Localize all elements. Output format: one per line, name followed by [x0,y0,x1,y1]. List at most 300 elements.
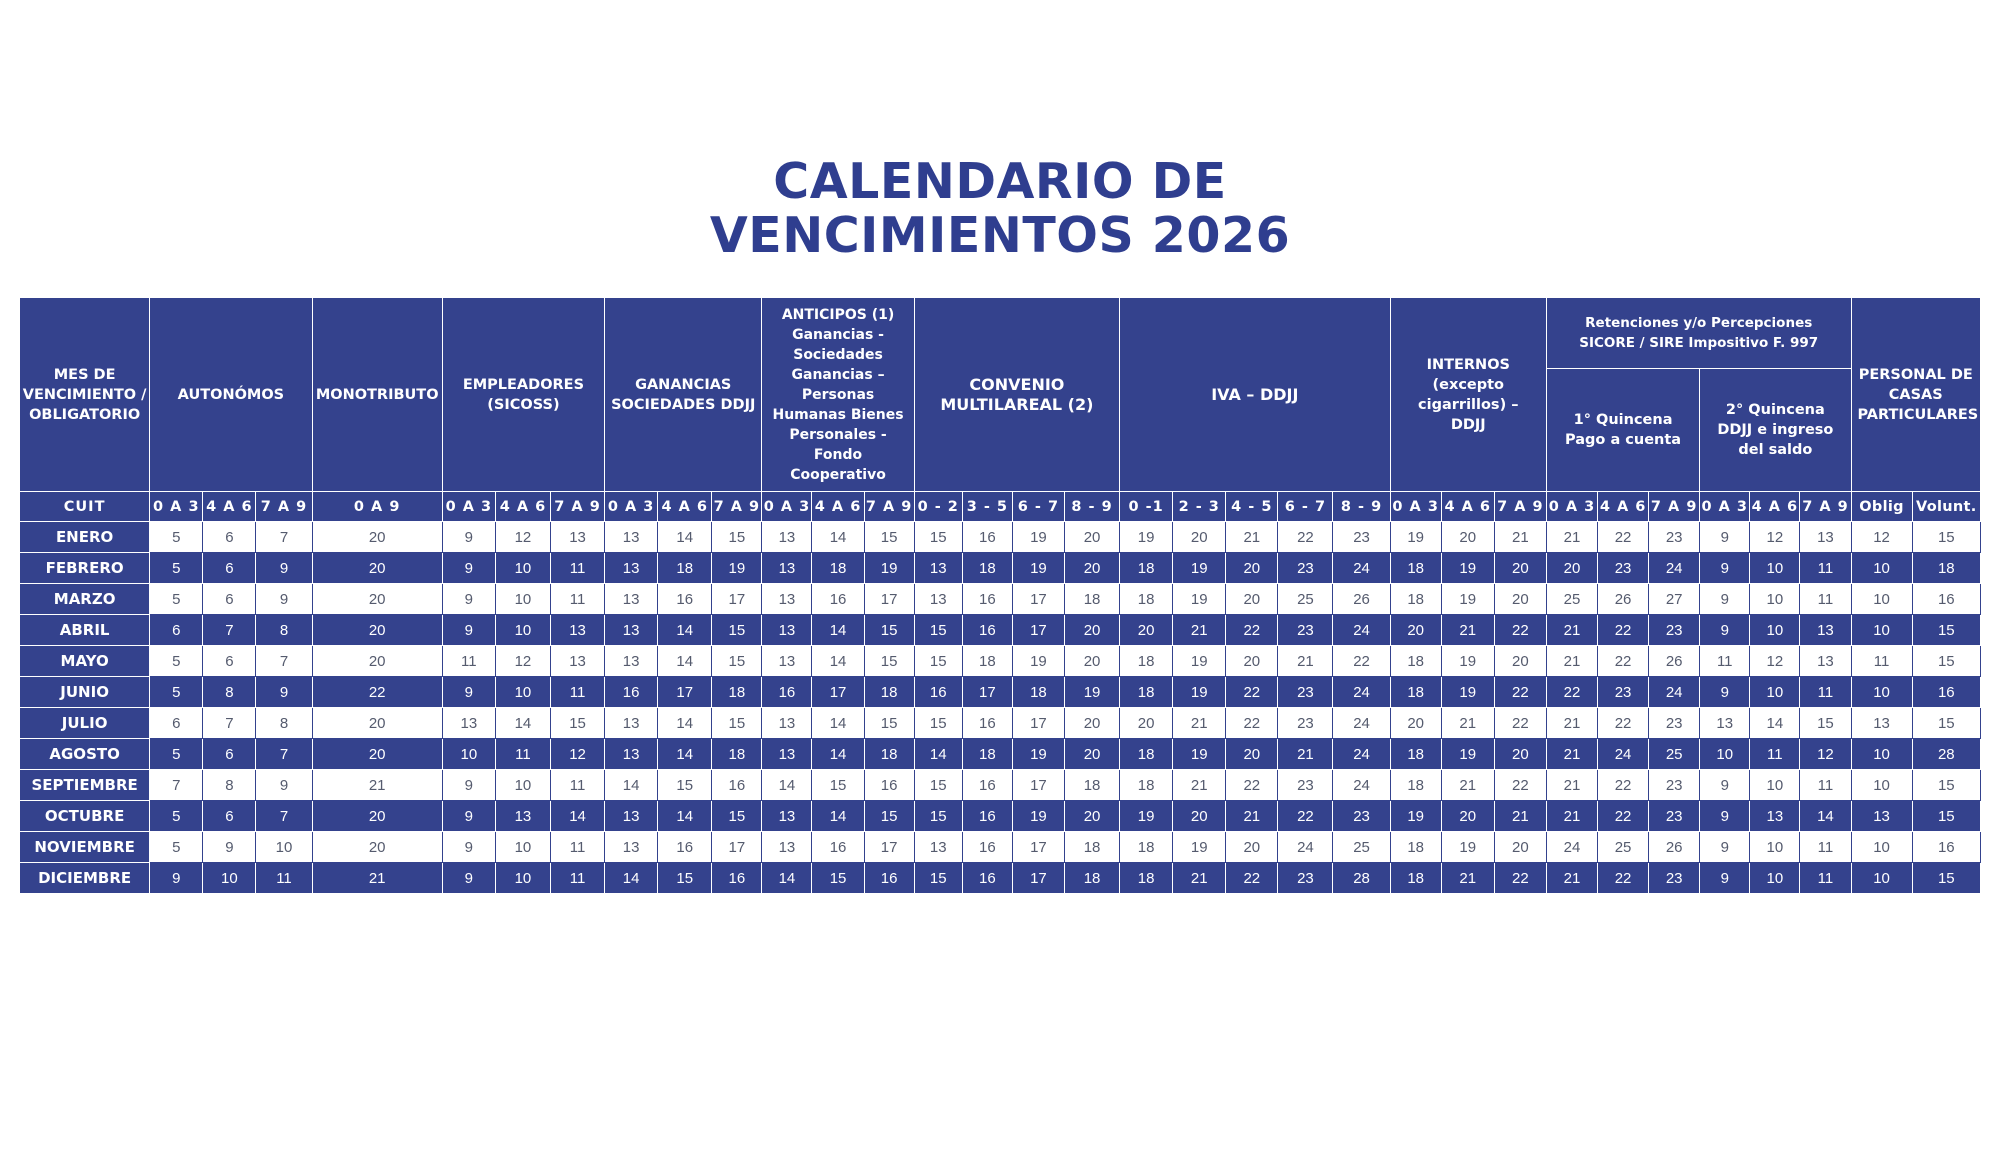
date-cell: 21 [1226,522,1278,553]
table-row [20,677,1981,708]
date-cell: 9 [1700,770,1750,801]
date-cell: 11 [550,553,604,584]
date-cell: 22 [1494,770,1546,801]
date-cell: 13 [1800,646,1851,677]
date-cell: 16 [962,863,1012,894]
header-autonomos: AUTONÓMOS [150,298,312,492]
date-cell: 19 [1173,646,1226,677]
cuit-range-cell: Oblig [1851,492,1912,522]
cuit-range-cell: 6 - 7 [1012,492,1064,522]
date-cell: 18 [712,739,762,770]
date-cell: 22 [1598,615,1649,646]
date-cell: 13 [605,739,658,770]
date-cell: 26 [1649,646,1700,677]
calendar-body [20,522,1981,894]
date-cell: 27 [1649,584,1700,615]
date-cell: 11 [1800,553,1851,584]
date-cell: 15 [864,801,914,832]
date-cell: 13 [605,553,658,584]
date-cell: 5 [150,801,203,832]
date-cell: 14 [605,863,658,894]
date-cell: 18 [812,553,864,584]
date-cell: 14 [658,522,712,553]
date-cell: 11 [550,770,604,801]
date-cell: 10 [495,832,550,863]
date-cell: 5 [150,832,203,863]
date-cell: 24 [1278,832,1333,863]
date-cell: 20 [312,584,442,615]
date-cell: 14 [812,522,864,553]
date-cell: 18 [1064,584,1119,615]
date-cell: 9 [1700,863,1750,894]
cuit-range-cell: 0 - 2 [914,492,962,522]
date-cell: 16 [962,832,1012,863]
date-cell: 11 [1700,646,1750,677]
date-cell: 14 [658,615,712,646]
date-cell: 14 [812,615,864,646]
date-cell: 13 [762,708,812,739]
date-cell: 18 [1064,832,1119,863]
date-cell: 23 [1278,708,1333,739]
header-retenciones: Retenciones y/o Percepciones SICORE / SIRE Impositivo F. 997 [1546,298,1851,369]
date-cell: 7 [256,522,312,553]
date-cell: 21 [1546,522,1597,553]
date-cell: 10 [442,739,495,770]
date-cell: 22 [1333,646,1390,677]
date-cell: 19 [1012,646,1064,677]
table-row [20,708,1981,739]
cuit-range-cell: 0 A 3 [762,492,812,522]
date-cell: 19 [1441,646,1494,677]
date-cell: 7 [150,770,203,801]
date-cell: 13 [1700,708,1750,739]
month-label: NOVIEMBRE [20,832,150,863]
date-cell: 12 [550,739,604,770]
month-label: AGOSTO [20,739,150,770]
date-cell: 23 [1278,615,1333,646]
date-cell: 21 [1546,739,1597,770]
date-cell: 20 [1441,522,1494,553]
date-cell: 23 [1598,553,1649,584]
date-cell: 18 [962,646,1012,677]
header-monotributo: MONOTRIBUTO [312,298,442,492]
date-cell: 22 [1546,677,1597,708]
table-row [20,863,1981,894]
cuit-range-cell: 4 A 6 [495,492,550,522]
date-cell: 24 [1333,708,1390,739]
date-cell: 21 [1546,646,1597,677]
date-cell: 13 [605,522,658,553]
date-cell: 15 [658,863,712,894]
date-cell: 13 [605,584,658,615]
date-cell: 20 [1390,708,1441,739]
date-cell: 18 [1120,770,1173,801]
date-cell: 11 [550,863,604,894]
date-cell: 20 [1173,801,1226,832]
date-cell: 21 [1173,615,1226,646]
cuit-range-cell: 6 - 7 [1278,492,1333,522]
date-cell: 21 [1546,801,1597,832]
date-cell: 9 [442,832,495,863]
date-cell: 13 [605,615,658,646]
date-cell: 13 [442,708,495,739]
date-cell: 20 [1064,615,1119,646]
date-cell: 9 [1700,553,1750,584]
date-cell: 11 [550,677,604,708]
date-cell: 8 [203,770,256,801]
date-cell: 17 [1012,615,1064,646]
date-cell: 14 [658,708,712,739]
date-cell: 13 [762,553,812,584]
date-cell: 13 [762,646,812,677]
date-cell: 20 [1120,615,1173,646]
date-cell: 19 [1012,739,1064,770]
date-cell: 18 [962,553,1012,584]
date-cell: 11 [1750,739,1800,770]
date-cell: 13 [495,801,550,832]
date-cell: 15 [812,863,864,894]
date-cell: 15 [914,801,962,832]
date-cell: 10 [1851,615,1912,646]
date-cell: 18 [1390,863,1441,894]
date-cell: 16 [812,832,864,863]
table-row [20,770,1981,801]
date-cell: 18 [1120,863,1173,894]
date-cell: 20 [1441,801,1494,832]
date-cell: 19 [1441,739,1494,770]
date-cell: 19 [1441,832,1494,863]
date-cell: 5 [150,584,203,615]
header-quincena-1: 1° Quincena Pago a cuenta [1546,369,1699,492]
date-cell: 25 [1278,584,1333,615]
header-anticipos: ANTICIPOS (1) Ganancias - Sociedades Ganancias – Personas Humanas Bienes Personales - Fondo Cooperativo [762,298,914,492]
date-cell: 16 [712,863,762,894]
date-cell: 20 [1064,801,1119,832]
date-cell: 20 [1064,708,1119,739]
date-cell: 18 [1120,739,1173,770]
date-cell: 10 [495,584,550,615]
date-cell: 10 [1851,770,1912,801]
date-cell: 22 [1226,677,1278,708]
date-cell: 13 [605,646,658,677]
cuit-range-cell: 0 A 3 [605,492,658,522]
date-cell: 14 [495,708,550,739]
date-cell: 13 [605,801,658,832]
date-cell: 18 [1120,584,1173,615]
date-cell: 13 [605,708,658,739]
date-cell: 20 [312,801,442,832]
date-cell: 20 [1064,522,1119,553]
date-cell: 11 [256,863,312,894]
cuit-range-cell: 3 - 5 [962,492,1012,522]
date-cell: 15 [1912,863,1980,894]
date-cell: 8 [256,615,312,646]
date-cell: 12 [1800,739,1851,770]
date-cell: 19 [1173,553,1226,584]
date-cell: 20 [1226,646,1278,677]
date-cell: 19 [1120,522,1173,553]
date-cell: 10 [1851,584,1912,615]
date-cell: 23 [1649,708,1700,739]
cuit-range-cell: 8 - 9 [1333,492,1390,522]
date-cell: 26 [1598,584,1649,615]
date-cell: 10 [1750,615,1800,646]
date-cell: 9 [442,584,495,615]
date-cell: 20 [1494,739,1546,770]
date-cell: 15 [864,615,914,646]
date-cell: 20 [1390,615,1441,646]
date-cell: 21 [1226,801,1278,832]
date-cell: 15 [712,615,762,646]
date-cell: 13 [762,615,812,646]
month-label: JULIO [20,708,150,739]
date-cell: 22 [1598,522,1649,553]
date-cell: 17 [812,677,864,708]
date-cell: 16 [962,708,1012,739]
date-cell: 11 [442,646,495,677]
date-cell: 23 [1649,770,1700,801]
date-cell: 19 [1120,801,1173,832]
date-cell: 22 [1598,708,1649,739]
date-cell: 15 [1912,522,1980,553]
date-cell: 28 [1333,863,1390,894]
date-cell: 10 [1700,739,1750,770]
date-cell: 15 [914,615,962,646]
date-cell: 5 [150,677,203,708]
month-label: MAYO [20,646,150,677]
date-cell: 19 [1441,677,1494,708]
date-cell: 21 [1173,863,1226,894]
date-cell: 20 [312,615,442,646]
date-cell: 21 [1546,708,1597,739]
date-cell: 6 [203,801,256,832]
date-cell: 15 [1912,801,1980,832]
date-cell: 17 [864,584,914,615]
table-row [20,522,1981,553]
header-convenio: CONVENIO MULTILAREAL (2) [914,298,1119,492]
date-cell: 14 [658,801,712,832]
date-cell: 20 [1494,646,1546,677]
date-cell: 13 [550,522,604,553]
date-cell: 14 [550,801,604,832]
date-cell: 22 [312,677,442,708]
date-cell: 15 [712,801,762,832]
date-cell: 18 [1064,770,1119,801]
date-cell: 13 [1750,801,1800,832]
date-cell: 16 [1912,832,1980,863]
date-cell: 22 [1598,770,1649,801]
date-cell: 19 [1173,584,1226,615]
date-cell: 22 [1598,646,1649,677]
date-cell: 15 [914,770,962,801]
cuit-label: CUIT [20,492,150,522]
date-cell: 21 [312,863,442,894]
date-cell: 20 [1494,553,1546,584]
date-cell: 20 [312,646,442,677]
date-cell: 16 [962,584,1012,615]
date-cell: 7 [256,646,312,677]
date-cell: 21 [1494,522,1546,553]
date-cell: 6 [203,522,256,553]
date-cell: 20 [1494,832,1546,863]
date-cell: 20 [312,553,442,584]
date-cell: 10 [495,677,550,708]
date-cell: 18 [1912,553,1980,584]
date-cell: 18 [864,739,914,770]
date-cell: 17 [1012,770,1064,801]
date-cell: 21 [1494,801,1546,832]
date-cell: 20 [312,522,442,553]
date-cell: 21 [312,770,442,801]
date-cell: 10 [495,863,550,894]
date-cell: 9 [442,615,495,646]
date-cell: 19 [1012,522,1064,553]
date-cell: 10 [1750,832,1800,863]
cuit-range-cell: 4 A 6 [1750,492,1800,522]
date-cell: 24 [1333,553,1390,584]
header-empleadores: EMPLEADORES (SICOSS) [442,298,604,492]
date-cell: 19 [1012,553,1064,584]
date-cell: 10 [495,770,550,801]
date-cell: 10 [1851,832,1912,863]
date-cell: 13 [762,739,812,770]
cuit-row [20,492,1981,522]
date-cell: 16 [914,677,962,708]
date-cell: 10 [1750,770,1800,801]
date-cell: 20 [1226,584,1278,615]
date-cell: 13 [914,584,962,615]
date-cell: 9 [150,863,203,894]
date-cell: 15 [712,708,762,739]
month-label: MARZO [20,584,150,615]
table-row [20,553,1981,584]
date-cell: 5 [150,739,203,770]
date-cell: 16 [812,584,864,615]
date-cell: 15 [914,522,962,553]
date-cell: 7 [203,708,256,739]
date-cell: 14 [914,739,962,770]
cuit-range-cell: 0 A 3 [442,492,495,522]
date-cell: 18 [1390,584,1441,615]
date-cell: 18 [1012,677,1064,708]
date-cell: 17 [1012,832,1064,863]
date-cell: 24 [1333,677,1390,708]
cuit-range-cell: 7 A 9 [1494,492,1546,522]
date-cell: 18 [1390,832,1441,863]
date-cell: 11 [550,584,604,615]
date-cell: 16 [712,770,762,801]
date-cell: 16 [962,801,1012,832]
date-cell: 23 [1649,863,1700,894]
date-cell: 10 [495,553,550,584]
date-cell: 9 [1700,677,1750,708]
title-line-1: CALENDARIO DE [773,153,1227,210]
date-cell: 11 [1800,863,1851,894]
date-cell: 16 [658,584,712,615]
date-cell: 25 [1598,832,1649,863]
header-ganancias: GANANCIAS SOCIEDADES DDJJ [605,298,762,492]
cuit-range-cell: 0 A 3 [1390,492,1441,522]
date-cell: 9 [1700,832,1750,863]
date-cell: 14 [658,739,712,770]
date-cell: 21 [1441,770,1494,801]
page-title [0,155,2000,263]
date-cell: 23 [1598,677,1649,708]
cuit-range-cell: 0 A 9 [312,492,442,522]
date-cell: 26 [1333,584,1390,615]
cuit-range-cell: 4 A 6 [812,492,864,522]
date-cell: 20 [312,739,442,770]
date-cell: 16 [864,863,914,894]
date-cell: 24 [1649,553,1700,584]
date-cell: 21 [1441,863,1494,894]
date-cell: 22 [1494,708,1546,739]
date-cell: 21 [1546,863,1597,894]
date-cell: 23 [1278,553,1333,584]
date-cell: 10 [1750,584,1800,615]
date-cell: 18 [1390,770,1441,801]
date-cell: 20 [1226,832,1278,863]
date-cell: 24 [1333,615,1390,646]
date-cell: 10 [1750,553,1800,584]
date-cell: 17 [1012,708,1064,739]
date-cell: 19 [1173,677,1226,708]
month-label: OCTUBRE [20,801,150,832]
date-cell: 16 [658,832,712,863]
date-cell: 19 [1064,677,1119,708]
date-cell: 18 [1390,677,1441,708]
date-cell: 11 [1851,646,1912,677]
date-cell: 20 [312,832,442,863]
date-cell: 17 [1012,584,1064,615]
date-cell: 19 [1441,584,1494,615]
date-cell: 13 [762,832,812,863]
date-cell: 25 [1333,832,1390,863]
date-cell: 21 [1173,770,1226,801]
date-cell: 9 [1700,615,1750,646]
date-cell: 18 [962,739,1012,770]
date-cell: 24 [1598,739,1649,770]
date-cell: 7 [203,615,256,646]
date-cell: 17 [962,677,1012,708]
date-cell: 15 [1912,646,1980,677]
date-cell: 22 [1278,801,1333,832]
date-cell: 21 [1441,708,1494,739]
date-cell: 22 [1226,863,1278,894]
cuit-range-cell: 4 A 6 [1441,492,1494,522]
date-cell: 19 [1173,739,1226,770]
date-cell: 24 [1546,832,1597,863]
date-cell: 22 [1226,708,1278,739]
cuit-range-cell: 4 A 6 [1598,492,1649,522]
date-cell: 13 [605,832,658,863]
date-cell: 23 [1278,863,1333,894]
date-cell: 18 [1390,646,1441,677]
cuit-range-cell: 7 A 9 [864,492,914,522]
date-cell: 14 [1800,801,1851,832]
date-cell: 9 [442,863,495,894]
date-cell: 22 [1598,801,1649,832]
date-cell: 15 [712,646,762,677]
date-cell: 13 [550,646,604,677]
date-cell: 20 [1494,584,1546,615]
table-row [20,739,1981,770]
date-cell: 14 [1750,708,1800,739]
date-cell: 9 [256,770,312,801]
date-cell: 14 [812,646,864,677]
date-cell: 22 [1226,770,1278,801]
date-cell: 13 [914,832,962,863]
